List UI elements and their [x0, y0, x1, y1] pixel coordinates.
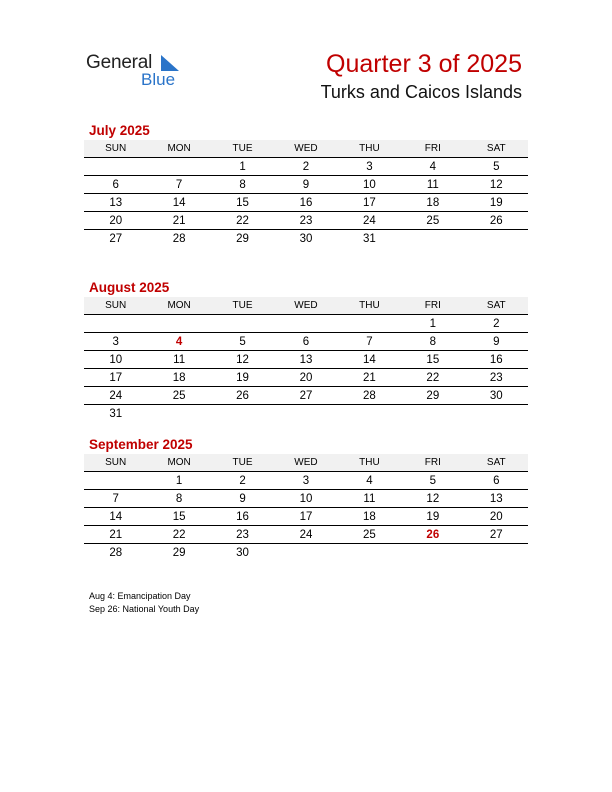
empty-day-cell — [147, 158, 210, 176]
day-cell: 9 — [274, 176, 337, 194]
day-cell: 11 — [338, 490, 401, 508]
weekday-label: FRI — [401, 140, 464, 158]
calendar-grid — [84, 454, 528, 561]
day-cell: 18 — [338, 508, 401, 526]
page-title: Quarter 3 of 2025 — [326, 50, 522, 78]
day-cell: 17 — [338, 194, 401, 212]
day-cell: 20 — [274, 369, 337, 387]
day-cell: 16 — [274, 194, 337, 212]
week-row — [84, 351, 528, 369]
day-cell: 14 — [338, 351, 401, 369]
day-cell: 28 — [109, 546, 123, 559]
week-row — [84, 333, 528, 351]
day-cell: 13 — [274, 351, 337, 369]
weekday-header-row — [84, 297, 528, 315]
weekday-label: SUN — [84, 297, 147, 315]
day-cell: 5 — [465, 158, 528, 176]
page-subtitle: Turks and Caicos Islands — [320, 82, 522, 102]
empty-day-cell — [84, 158, 147, 176]
week-row — [84, 176, 528, 194]
day-cell: 7 — [147, 176, 210, 194]
day-cell: 17 — [274, 508, 337, 526]
day-cell: 23 — [211, 526, 274, 544]
weekday-label: TUE — [211, 140, 274, 158]
weekday-label: FRI — [401, 297, 464, 315]
day-cell: 19 — [401, 508, 464, 526]
day-cell: 30 — [299, 232, 313, 245]
day-cell: 18 — [401, 194, 464, 212]
day-cell: 28 — [338, 387, 401, 405]
day-cell: 26 — [401, 526, 464, 544]
month-title: July 2025 — [89, 123, 150, 138]
weekday-label: SAT — [465, 140, 528, 158]
day-cell: 25 — [338, 526, 401, 544]
day-cell: 28 — [172, 232, 186, 245]
weekday-label: WED — [274, 297, 337, 315]
weekday-label: SUN — [84, 454, 147, 472]
weekday-label: SUN — [84, 140, 147, 158]
day-cell: 30 — [465, 387, 528, 405]
day-cell: 29 — [172, 546, 186, 559]
empty-day-cell — [274, 405, 337, 423]
day-cell: 20 — [465, 508, 528, 526]
holiday-note: Sep 26: National Youth Day — [89, 604, 200, 614]
day-cell: 3 — [338, 158, 401, 176]
day-cell: 4 — [147, 333, 210, 351]
calendar-grid — [84, 140, 528, 247]
weekday-label: MON — [147, 297, 210, 315]
day-cell: 24 — [274, 526, 337, 544]
holiday-note: Aug 4: Emancipation Day — [89, 591, 191, 601]
empty-day-cell — [401, 230, 464, 248]
day-cell: 13 — [84, 194, 147, 212]
day-cell: 8 — [147, 490, 210, 508]
day-cell: 4 — [338, 472, 401, 490]
empty-day-cell — [338, 405, 401, 423]
week-row — [84, 194, 528, 212]
day-cell: 9 — [211, 490, 274, 508]
day-cell: 1 — [211, 158, 274, 176]
day-cell: 2 — [274, 158, 337, 176]
day-cell: 30 — [236, 546, 249, 559]
day-cell: 12 — [465, 176, 528, 194]
day-cell: 4 — [401, 158, 464, 176]
day-cell: 1 — [147, 472, 210, 490]
day-cell: 8 — [401, 333, 464, 351]
day-cell: 8 — [211, 176, 274, 194]
day-cell: 22 — [211, 212, 274, 230]
week-row — [84, 544, 528, 562]
empty-day-cell — [338, 315, 401, 333]
day-cell: 10 — [338, 176, 401, 194]
empty-day-cell — [84, 472, 147, 490]
empty-day-cell — [465, 405, 528, 423]
day-cell: 25 — [401, 212, 464, 230]
week-row — [84, 387, 528, 405]
day-cell: 27 — [465, 526, 528, 544]
day-cell: 7 — [338, 333, 401, 351]
day-cell: 15 — [147, 508, 210, 526]
empty-day-cell — [211, 315, 274, 333]
week-row — [84, 508, 528, 526]
calendar-grid — [84, 297, 528, 422]
week-row — [84, 490, 528, 508]
day-cell: 16 — [465, 351, 528, 369]
day-cell: 24 — [84, 387, 147, 405]
day-cell: 20 — [84, 212, 147, 230]
week-row — [84, 472, 528, 490]
day-cell: 12 — [211, 351, 274, 369]
weekday-label: SAT — [465, 297, 528, 315]
day-cell: 6 — [84, 176, 147, 194]
empty-day-cell — [465, 544, 528, 562]
weekday-header-row — [84, 454, 528, 472]
day-cell: 5 — [401, 472, 464, 490]
day-cell: 31 — [363, 232, 376, 245]
logo — [86, 50, 196, 90]
empty-day-cell — [211, 405, 274, 423]
empty-day-cell — [84, 315, 147, 333]
week-row — [84, 158, 528, 176]
day-cell: 24 — [338, 212, 401, 230]
day-cell: 12 — [401, 490, 464, 508]
day-cell: 21 — [147, 212, 210, 230]
month-august — [84, 278, 528, 422]
weekday-label: TUE — [211, 297, 274, 315]
week-row — [84, 369, 528, 387]
day-cell: 11 — [147, 351, 210, 369]
empty-day-cell — [401, 405, 464, 423]
day-cell: 15 — [401, 351, 464, 369]
day-cell: 29 — [236, 232, 249, 245]
empty-day-cell — [147, 405, 210, 423]
weekday-label: THU — [338, 454, 401, 472]
week-row — [84, 405, 528, 423]
day-cell: 1 — [401, 315, 464, 333]
day-cell: 29 — [401, 387, 464, 405]
day-cell: 5 — [211, 333, 274, 351]
month-september — [84, 435, 528, 561]
day-cell: 3 — [274, 472, 337, 490]
day-cell: 6 — [274, 333, 337, 351]
day-cell: 25 — [147, 387, 210, 405]
day-cell: 2 — [211, 472, 274, 490]
month-title: September 2025 — [89, 437, 193, 452]
week-row — [84, 526, 528, 544]
day-cell: 23 — [465, 369, 528, 387]
logo-triangle-icon — [161, 55, 179, 71]
day-cell: 7 — [84, 490, 147, 508]
weekday-label: WED — [274, 454, 337, 472]
weekday-label: WED — [274, 140, 337, 158]
day-cell: 11 — [401, 176, 464, 194]
day-cell: 26 — [211, 387, 274, 405]
empty-day-cell — [274, 544, 337, 562]
day-cell: 14 — [84, 508, 147, 526]
day-cell: 22 — [401, 369, 464, 387]
logo-text-blue: Blue — [141, 70, 176, 89]
week-row — [84, 212, 528, 230]
weekday-label: SAT — [465, 454, 528, 472]
day-cell: 21 — [84, 526, 147, 544]
day-cell: 16 — [211, 508, 274, 526]
day-cell: 22 — [147, 526, 210, 544]
weekday-label: TUE — [211, 454, 274, 472]
day-cell: 23 — [274, 212, 337, 230]
empty-day-cell — [465, 230, 528, 248]
week-row — [84, 230, 528, 248]
day-cell: 10 — [274, 490, 337, 508]
day-cell: 27 — [274, 387, 337, 405]
day-cell: 27 — [109, 232, 123, 245]
day-cell: 2 — [465, 315, 528, 333]
day-cell: 19 — [465, 194, 528, 212]
empty-day-cell — [401, 544, 464, 562]
day-cell: 15 — [211, 194, 274, 212]
empty-day-cell — [147, 315, 210, 333]
logo-text-general: General — [86, 52, 153, 73]
day-cell: 10 — [84, 351, 147, 369]
day-cell: 13 — [465, 490, 528, 508]
day-cell: 9 — [465, 333, 528, 351]
day-cell: 17 — [84, 369, 147, 387]
weekday-label: MON — [147, 140, 210, 158]
empty-day-cell — [338, 544, 401, 562]
day-cell: 21 — [338, 369, 401, 387]
day-cell: 19 — [211, 369, 274, 387]
day-cell: 3 — [84, 333, 147, 351]
month-july — [84, 121, 528, 247]
empty-day-cell — [274, 315, 337, 333]
week-row — [84, 315, 528, 333]
month-title: August 2025 — [89, 280, 170, 295]
day-cell: 31 — [109, 407, 123, 420]
day-cell: 26 — [465, 212, 528, 230]
day-cell: 14 — [147, 194, 210, 212]
day-cell: 6 — [465, 472, 528, 490]
weekday-header-row — [84, 140, 528, 158]
weekday-label: FRI — [401, 454, 464, 472]
weekday-label: MON — [147, 454, 210, 472]
weekday-label: THU — [338, 140, 401, 158]
holiday-notes — [89, 590, 199, 616]
weekday-label: THU — [338, 297, 401, 315]
day-cell: 18 — [147, 369, 210, 387]
